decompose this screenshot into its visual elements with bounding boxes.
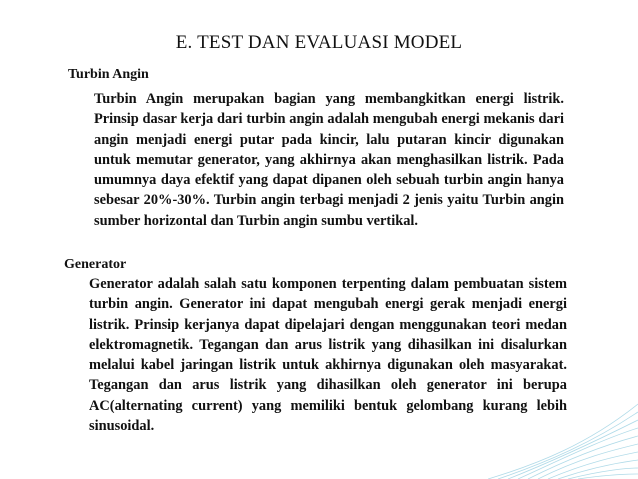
corner-line-decoration	[488, 384, 638, 479]
section-text-turbin-angin: Turbin Angin merupakan bagian yang membangkitkan energi listrik. Prinsip dasar kerja dari turbin angin adalah mengubah energi mekanis dari angin menjadi energi putar pada kincir, lalu putaran kincir digunakan untuk memutar generator, yang akhirnya akan menghasilkan listrik. Pada umumnya daya efektif yang dapat dipanen oleh sebuah turbin angin hanya sebesar 20%-30%. Turbin angin terbagi menjadi 2 jenis yaitu Turbin angin sumber horizontal dan Turbin angin sumbu vertikal.	[94, 91, 564, 229]
section-text-generator: Generator adalah salah satu komponen terpenting dalam pembuatan sistem turbin angin. Generator ini dapat mengubah energi gerak menjadi energi listrik. Prinsip kerjanya dapat dipelajari dengan menggunakan teori medan elektromagnetik. Tegangan dan arus listrik yang dihasilkan ini disalurkan melalui kabel jaringan listrik untuk akhirnya digunakan oleh masyarakat. Tegangan dan arus listrik yang dihasilkan oleh generator ini berupa AC(alternating current) yang memiliki bentuk gelombang kurang lebih sinusoidal.	[89, 276, 567, 435]
section-heading-turbin-angin: Turbin Angin	[68, 67, 149, 82]
section-heading-generator: Generator	[64, 257, 127, 272]
slide-title: E. TEST DAN EVALUASI MODEL	[175, 32, 463, 53]
